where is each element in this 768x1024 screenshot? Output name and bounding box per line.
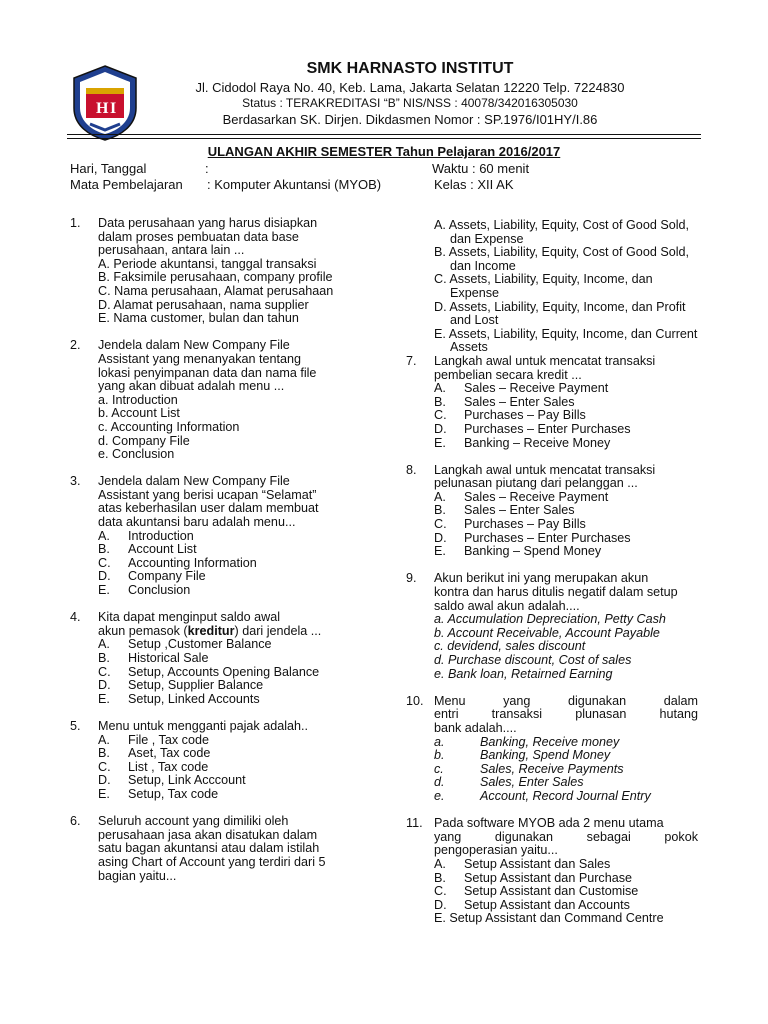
option: B. Historical Sale <box>98 651 209 665</box>
option: c. Sales, Receive Payments <box>434 761 624 776</box>
option: b. Account Receivable, Account Payable <box>434 625 660 640</box>
class-label: Kelas : XII AK <box>434 177 514 192</box>
option: a. Banking, Receive money <box>434 734 620 749</box>
day-separator: : <box>205 161 209 176</box>
school-decree: Berdasarkan SK. Dirjen. Dikdasmen Nomor : SP.1976/I01HY/I.86 <box>222 112 598 127</box>
question-11: 11. Pada software MYOB ada 2 menu utama yang digunakan sebagai pokok pengoperasian yaitu... A. Setup Assistant dan Sales B. Setup Assistant dan Purchase C. Setup Assistant dan Customise D. Setup Assistant dan Accounts E. Setup Assistant dan Command Centre <box>406 816 698 926</box>
question-8: 8. Langkah awal untuk mencatat transaksi pelunasan piutang dari pelanggan ... A. Sales – Receive Payment B. Sales – Enter Sales C. Purchases – Pay Bills D. Purchases – Enter Purchases E. Banking – Spend Money <box>406 464 698 559</box>
question-10: 10. Menu yang digunakan dalam entri transaksi plunasan hutang bank adalah.... a. Banking, Receive money b. Banking, Spend Money c. Sales, Receive Payments d. Sales, Enter Sales e. Account, Record Journal Entry <box>406 693 698 803</box>
option: E. Banking – Spend Money <box>434 544 602 559</box>
option: B. Assets, Liability, Equity, Cost of Good Sold, dan Income <box>434 245 690 273</box>
option: A. Periode akuntansi, tanggal transaksi <box>98 256 317 271</box>
option: B. Sales – Enter Sales <box>434 503 575 518</box>
svg-text:H: H <box>96 100 109 117</box>
question-7: 7. Langkah awal untuk mencatat transaksi pembelian secara kredit ... A. Sales – Receive Payment B. Sales – Enter Sales C. Purchases – Pay Bills D. Purchases – Enter Purchases E. Banking – Receive Money <box>406 355 698 450</box>
option: A. Assets, Liability, Equity, Cost of Good Sold, dan Expense <box>434 218 690 246</box>
option: a. Accumulation Depreciation, Petty Cash <box>434 612 666 627</box>
option: c. Accounting Information <box>98 419 240 434</box>
subject-label: Mata Pembelajaran <box>70 177 183 192</box>
school-name: SMK HARNASTO INSTITUT <box>306 60 514 77</box>
option: B. Aset, Tax code <box>98 746 211 761</box>
option: E. Setup Assistant dan Command Centre <box>434 911 664 926</box>
exam-title: ULANGAN AKHIR SEMESTER Tahun Pelajaran 2016/2017 <box>207 144 561 159</box>
exam-duration: Waktu : 60 menit <box>432 161 530 176</box>
option: A. Introduction <box>98 528 194 543</box>
option: d. Company File <box>98 433 190 448</box>
left-column <box>70 217 362 897</box>
option: C. Setup Assistant dan Customise <box>434 884 639 899</box>
right-column <box>406 219 698 939</box>
question-6: 6. Seluruh account yang dimiliki oleh perusahaan jasa akan disatukan dalam satu bagan akuntansi atau dalam istilah asing Chart of Account yang terdiri dari 5 bagian yaitu... <box>70 814 326 883</box>
option: e. Bank loan, Retairned Earning <box>434 666 613 681</box>
school-logo <box>70 64 140 142</box>
header-rule-bottom <box>67 138 701 139</box>
school-address: Jl. Cidodol Raya No. 40, Keb. Lama, Jakarta Selatan 12220 Telp. 7224830 <box>195 80 625 95</box>
option: E. Conclusion <box>98 583 191 598</box>
day-label: Hari, Tanggal <box>70 161 147 176</box>
option: E. Assets, Liability, Equity, Income, dan Current Assets <box>434 326 698 355</box>
option: D. Setup, Supplier Balance <box>98 678 264 693</box>
option: d. Purchase discount, Cost of sales <box>434 653 632 667</box>
question-9: 9. Akun berikut ini yang merupakan akun kontra dan harus ditulis negatif dalam setup saldo awal akun adalah.... a. Accumulation Depreciation, Petty Cash b. Account Receivable, Account Payable c. devidend, sales discount d. Purchase discount, Cost of sales e. Bank loan, Retairned Earning <box>406 572 698 681</box>
option: B. Sales – Enter Sales <box>434 394 575 409</box>
option: D. Purchases – Enter Purchases <box>434 530 631 545</box>
header-rule-top <box>67 134 701 135</box>
option: E. Banking – Receive Money <box>434 435 611 450</box>
option: A. Sales – Receive Payment <box>434 489 609 504</box>
option: B. Account List <box>98 542 197 557</box>
option: E. Nama customer, bulan dan tahun <box>98 311 299 326</box>
option: d. Sales, Enter Sales <box>434 775 584 790</box>
option: B. Faksimile perusahaan, company profile <box>98 270 333 285</box>
option: D. Assets, Liability, Equity, Income, dan Profit and Lost <box>434 299 686 328</box>
option: C. Purchases – Pay Bills <box>434 517 586 532</box>
option: D. Company File <box>98 569 206 584</box>
option: b. Banking, Spend Money <box>434 748 611 763</box>
option: C. List , Tax code <box>98 759 209 774</box>
question-1: 1. Data perusahaan yang harus disiapkan dalam proses pembuatan data base perusahaan, antara lain ... A. Periode akuntansi, tanggal transaksi B. Faksimile perusahaan, company profile C. Nama perusahaan, Alamat perusahaan D. Alamat perusahaan, nama supplier E. Nama customer, bulan dan tahun <box>70 217 362 326</box>
svg-text:I: I <box>110 100 117 117</box>
question-3: 3. Jendela dalam New Company File Assistant yang berisi ucapan “Selamat” atas keberhasilan user dalam membuat data akuntansi baru adalah menu... A. Introduction B. Account List C. Accounting Information D. Company File E. Conclusion <box>70 475 362 597</box>
option: B. Setup Assistant dan Purchase <box>434 870 633 885</box>
option: D. Setup, Link Acccount <box>98 773 246 788</box>
option: C. Setup, Accounts Opening Balance <box>98 664 320 679</box>
option: c. devidend, sales discount <box>434 639 586 654</box>
option: C. Accounting Information <box>98 555 257 570</box>
option: b. Account List <box>98 406 180 421</box>
question-6-options <box>406 219 698 355</box>
option: A. File , Tax code <box>98 732 209 747</box>
option: e. Account, Record Journal Entry <box>434 788 651 803</box>
option: A. Setup ,Customer Balance <box>98 637 272 652</box>
question-4: 4. Kita dapat menginput saldo awal akun pemasok (kreditur) dari jendela ... A. Setup ,Customer Balance B. Historical Sale C. Setup, Accounts Opening Balance D. Setup, Supplier Balance E. Setup, Linked Accounts <box>70 611 362 706</box>
option: C. Assets, Liability, Equity, Income, dan Expense <box>434 272 653 300</box>
question-2: 2. Jendela dalam New Company File Assistant yang menanyakan tentang lokasi penyimpanan data dan nama file yang akan dibuat adalah menu ... a. Introduction b. Account List c. Accounting Information d. Company File e. Conclusion <box>70 339 362 461</box>
school-status: Status : TERAKREDITASI “B” NIS/NSS : 40078/342016305030 <box>242 96 578 110</box>
option: E. Setup, Tax code <box>98 786 219 801</box>
subject-value: : Komputer Akuntansi (MYOB) <box>207 177 382 192</box>
option: D. Purchases – Enter Purchases <box>434 421 631 436</box>
option: e. Conclusion <box>98 447 175 462</box>
option: C. Purchases – Pay Bills <box>434 408 586 423</box>
option: D. Setup Assistant dan Accounts <box>434 897 630 912</box>
option: a. Introduction <box>98 392 178 407</box>
option: A. Setup Assistant dan Sales <box>434 856 611 871</box>
question-5: 5. Menu untuk mengganti pajak adalah.. A. File , Tax code B. Aset, Tax code C. List , Tax code D. Setup, Link Acccount E. Setup, Tax code <box>70 720 362 802</box>
option: A. Sales – Receive Payment <box>434 381 609 396</box>
option: E. Setup, Linked Accounts <box>98 691 260 706</box>
option: D. Alamat perusahaan, nama supplier <box>98 297 309 312</box>
option: C. Nama perusahaan, Alamat perusahaan <box>98 283 334 298</box>
